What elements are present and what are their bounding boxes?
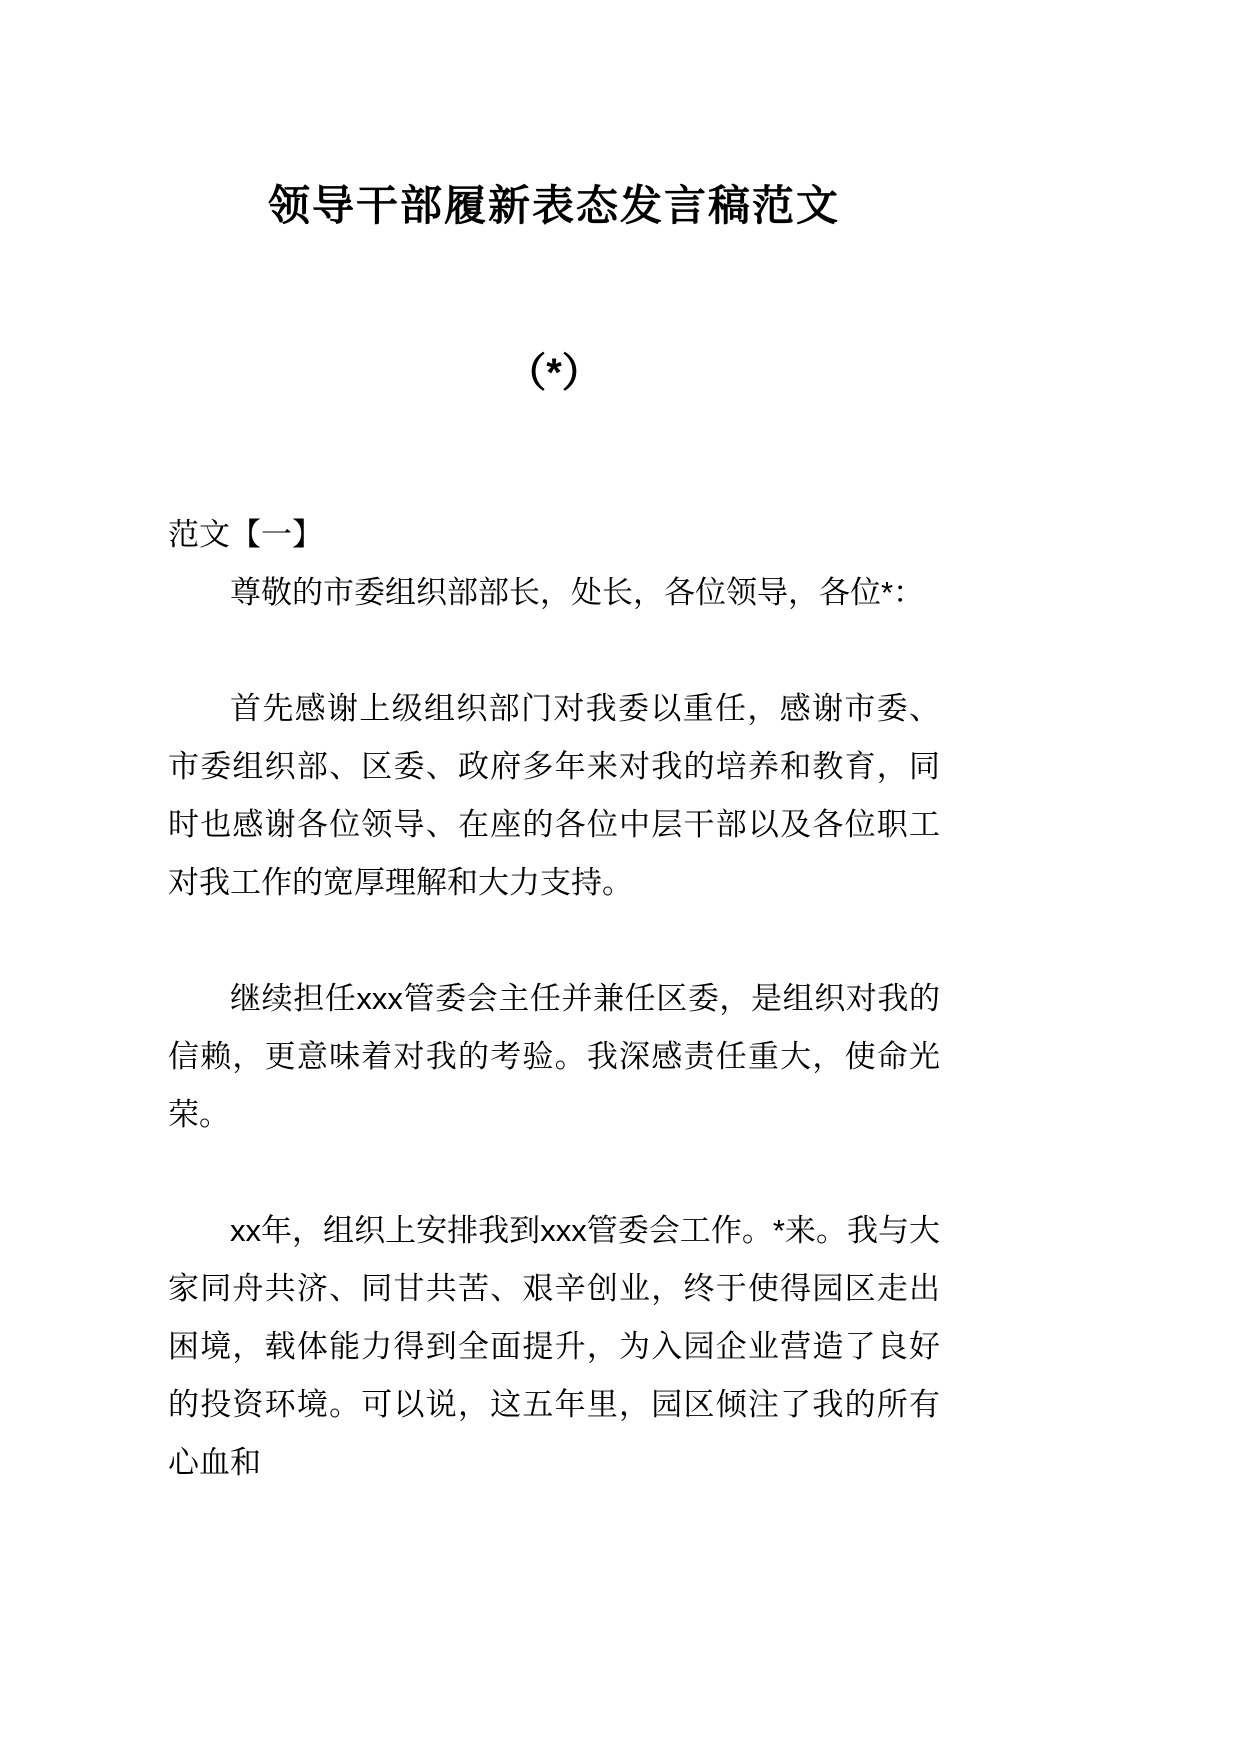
paragraph-thanks: 首先感谢上级组织部门对我委以重任，感谢市委、市委组织部、区委、政府多年来对我的培养和教育，同时也感谢各位领导、在座的各位中层干部以及各位职工对我工作的宽厚理解和大力支持。 [168,691,940,900]
document-content [168,0,940,1492]
paragraph-responsibility: 继续担任xxx管委会主任并兼任区委，是组织对我的信赖，更意味着对我的考验。我深感责任重大，使命光荣。 [168,981,940,1132]
section-heading: 范文【一】 [168,517,323,552]
document-subtitle: （*） [506,351,602,395]
document-title: 领导干部履新表态发言稿范文 [267,182,840,229]
paragraph-history: xx年，组织上安排我到xxx管委会工作。*来。我与大家同舟共济、同甘共苦、艰辛创业，终于使得园区走出困境，载体能力得到全面提升，为入园企业营造了良好的投资环境。可以说，这五年里，园区倾注了我的所有心血和 [168,1213,940,1480]
paragraph-salutation: 尊敬的市委组织部部长，处长，各位领导，各位*： [230,575,925,610]
